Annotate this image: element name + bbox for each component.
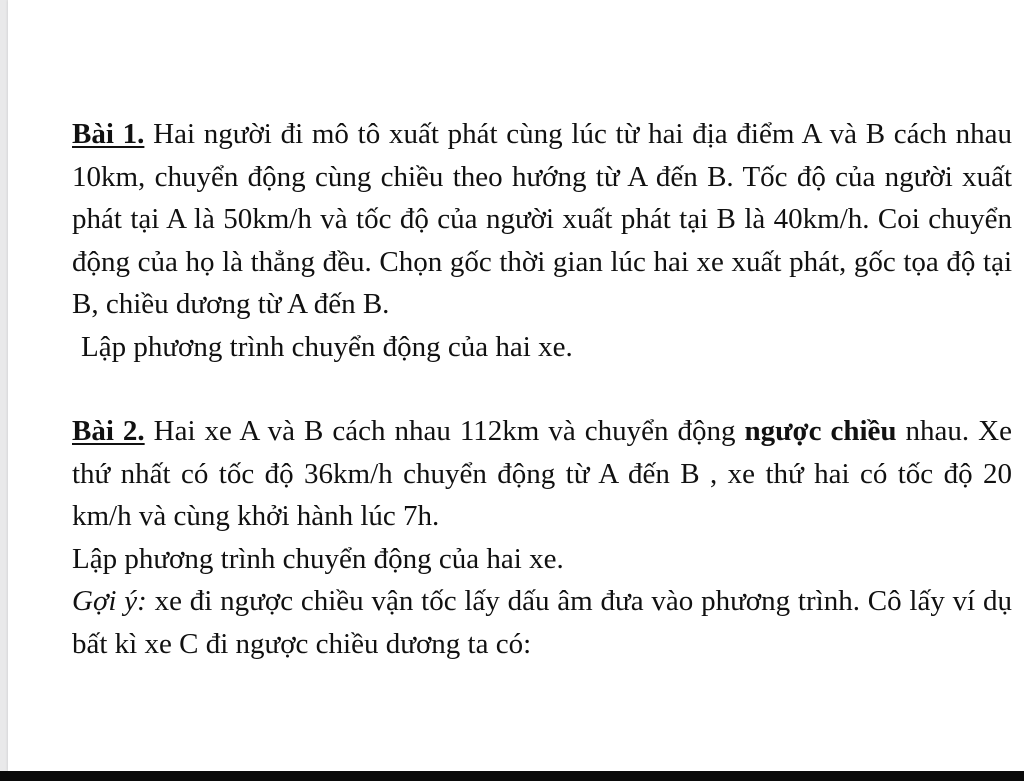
exercise-1 [72, 113, 1012, 368]
document-page [8, 0, 1024, 771]
paragraph-gap [72, 368, 1012, 410]
document-content [72, 113, 1012, 665]
exercise-1-statement [72, 113, 1012, 326]
exercise-2-emphasis: ngược chiều [744, 415, 897, 447]
exercise-2-hint-label: Gợi ý: [72, 585, 147, 617]
exercise-2 [72, 410, 1012, 665]
exercise-2-task: Lập phương trình chuyển động của hai xe. [72, 542, 564, 575]
exercise-2-body-before: Hai xe A và B cách nhau 112km và chuyển động [144, 415, 745, 447]
exercise-2-body-after: nhau. Xe thứ nhất có tốc độ 36km/h chuyển động từ A đến B , xe thứ hai có tốc độ 20 km/h và cùng khởi hành lúc 7h. [72, 415, 1012, 532]
exercise-1-task: Lập phương trình chuyển động của hai xe. [81, 330, 573, 363]
bottom-edge-bar [0, 771, 1024, 781]
exercise-1-title: Bài 1. [72, 118, 145, 150]
exercise-2-statement [72, 410, 1012, 538]
exercise-2-hint [72, 580, 1012, 665]
exercise-1-body: Hai người đi mô tô xuất phát cùng lúc từ hai địa điểm A và B cách nhau 10km, chuyển động cùng chiều theo hướng từ A đến B. Tốc độ của người xuất phát tại A là 50km/h và tốc độ của người xuất phát tại B là 40km/h. Coi chuyển động của họ là thẳng đều. Chọn gốc thời gian lúc hai xe xuất phát, gốc tọa độ tại B, chiều dương từ A đến B. [72, 118, 1012, 320]
exercise-2-title: Bài 2. [72, 415, 145, 447]
exercise-2-hint-text: xe đi ngược chiều vận tốc lấy dấu âm đưa vào phương trình. Cô lấy ví dụ bất kì xe C đi ngược chiều dương ta có: [72, 585, 1012, 660]
